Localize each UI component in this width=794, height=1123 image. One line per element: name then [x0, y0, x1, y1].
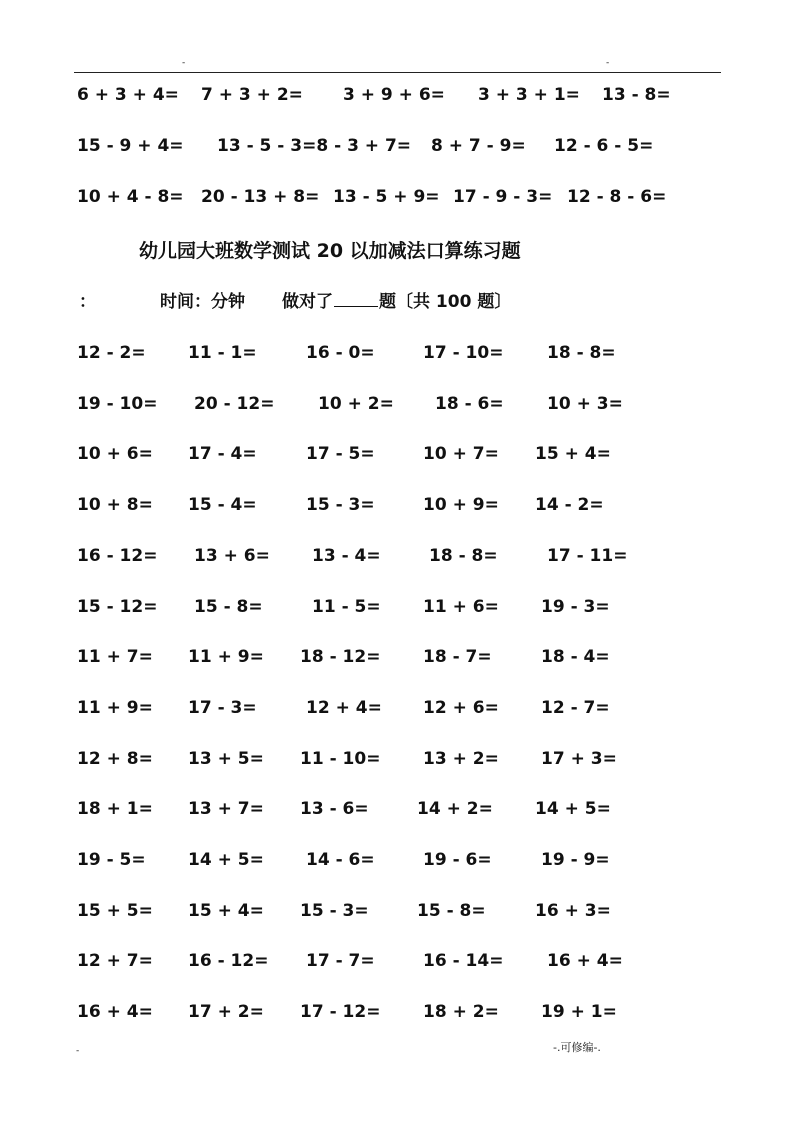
problem-cell: 10 + 7= — [423, 444, 499, 465]
problem-cell: 15 + 5= — [77, 900, 153, 921]
problem-cell: 19 - 6= — [423, 850, 492, 870]
problem-cell: 16 + 4= — [77, 1002, 153, 1023]
problem-cell: 18 - 8= — [547, 343, 616, 363]
problem-cell: 13 - 8= — [602, 85, 671, 105]
problem-cell: 18 + 1= — [77, 799, 153, 820]
header-rule — [74, 72, 721, 73]
problem-cell: 20 - 13 + 8= — [201, 187, 320, 207]
problem-cell: 16 + 4= — [547, 951, 623, 972]
worksheet-title: 幼儿园大班数学测试 20 以加减法口算练习题 — [139, 240, 521, 262]
problem-cell: 6 + 3 + 4= — [77, 85, 179, 105]
problem-cell: 10 + 4 - 8= — [77, 187, 184, 207]
problem-cell: 19 - 5= — [77, 850, 146, 870]
problem-cell: 11 + 7= — [77, 647, 153, 668]
problem-cell: 12 - 7= — [541, 697, 610, 718]
problem-cell: 12 - 2= — [77, 343, 146, 363]
problem-cell: 14 - 2= — [535, 495, 604, 516]
problem-cell: 17 - 12= — [300, 1002, 381, 1023]
footer-mark-right: -.可修编-. — [553, 1041, 601, 1054]
problem-cell: 20 - 12= — [194, 393, 275, 414]
problem-cell: 8 + 7 - 9= — [431, 136, 526, 156]
problem-cell: 13 + 5= — [188, 748, 264, 769]
problem-cell: 15 - 3= — [300, 900, 369, 921]
problem-cell: 17 + 3= — [541, 748, 617, 769]
problem-cell: 18 - 7= — [423, 647, 492, 668]
score-suffix: 题〔共 100 题〕 — [379, 292, 512, 312]
problem-cell: 17 - 3= — [188, 697, 257, 718]
problem-cell: 17 - 10= — [423, 343, 504, 363]
problem-cell: 15 - 8= — [194, 596, 263, 617]
problem-cell: 19 + 1= — [541, 1002, 617, 1023]
problem-cell: 15 - 9 + 4= — [77, 136, 184, 156]
problem-cell: 16 + 3= — [535, 900, 611, 921]
problem-cell: 15 - 4= — [188, 495, 257, 516]
problem-cell: 12 - 8 - 6= — [567, 187, 667, 207]
problem-cell: 16 - 0= — [306, 343, 375, 363]
problem-cell: 13 - 6= — [300, 799, 369, 820]
score-blank — [334, 290, 378, 307]
problem-cell: 15 - 12= — [77, 596, 158, 617]
problem-cell: 14 - 6= — [306, 850, 375, 870]
problem-cell: 12 - 6 - 5= — [554, 136, 654, 156]
problem-cell: 18 - 6= — [435, 393, 504, 414]
problem-cell: 3 + 9 + 6= — [343, 85, 445, 105]
problem-cell: 17 - 11= — [547, 545, 628, 566]
problem-cell: 19 - 9= — [541, 850, 610, 870]
problem-cell: 16 - 14= — [423, 951, 504, 972]
header-mark-left: - — [182, 58, 186, 68]
problem-cell: 14 + 5= — [188, 850, 264, 870]
problem-cell: 15 - 3= — [306, 495, 375, 516]
footer-mark-left: - — [76, 1046, 80, 1056]
problem-cell: 3 + 3 + 1= — [478, 85, 580, 105]
score-line — [282, 290, 511, 314]
problem-cell: 12 + 7= — [77, 951, 153, 972]
problem-cell: 18 - 4= — [541, 647, 610, 668]
time-label: 时间：分钟 — [160, 292, 245, 312]
problem-cell: 13 + 6= — [194, 545, 270, 566]
problem-cell: 13 + 7= — [188, 799, 264, 820]
problem-cell: 10 + 8= — [77, 495, 153, 516]
problem-cell: 17 + 2= — [188, 1002, 264, 1023]
problem-cell: 15 + 4= — [535, 444, 611, 465]
problem-cell: 11 - 1= — [188, 343, 257, 363]
problem-cell: 19 - 3= — [541, 596, 610, 617]
problem-cell: 7 + 3 + 2= — [201, 85, 303, 105]
problem-cell: 13 - 5 - 3=8 - 3 + 7= — [217, 136, 412, 156]
info-colon: ： — [79, 292, 96, 312]
problem-cell: 11 - 10= — [300, 748, 381, 769]
problem-cell: 11 + 9= — [77, 697, 153, 718]
problem-cell: 10 + 2= — [318, 393, 394, 414]
problem-cell: 18 - 12= — [300, 647, 381, 668]
problem-cell: 18 + 2= — [423, 1002, 499, 1023]
problem-cell: 10 + 6= — [77, 444, 153, 465]
problem-cell: 15 + 4= — [188, 900, 264, 921]
problem-cell: 17 - 4= — [188, 444, 257, 465]
problem-cell: 11 - 5= — [312, 596, 381, 617]
problem-cell: 11 + 6= — [423, 596, 499, 617]
problem-cell: 14 + 2= — [417, 799, 493, 820]
header-mark-right: - — [606, 58, 610, 68]
problem-cell: 19 - 10= — [77, 393, 158, 414]
problem-cell: 12 + 4= — [306, 697, 382, 718]
problem-cell: 17 - 5= — [306, 444, 375, 465]
problem-cell: 14 + 5= — [535, 799, 611, 820]
problem-cell: 13 - 5 + 9= — [333, 187, 440, 207]
problem-cell: 16 - 12= — [77, 545, 158, 566]
problem-cell: 17 - 9 - 3= — [453, 187, 553, 207]
problem-cell: 13 + 2= — [423, 748, 499, 769]
problem-cell: 12 + 6= — [423, 697, 499, 718]
problem-cell: 15 - 8= — [417, 900, 486, 921]
problem-cell: 13 - 4= — [312, 545, 381, 566]
problem-cell: 17 - 7= — [306, 951, 375, 972]
problem-cell: 18 - 8= — [429, 545, 498, 566]
problem-cell: 10 + 3= — [547, 393, 623, 414]
problem-cell: 16 - 12= — [188, 951, 269, 972]
problem-cell: 12 + 8= — [77, 748, 153, 769]
problem-cell: 10 + 9= — [423, 495, 499, 516]
score-prefix: 做对了 — [282, 292, 333, 312]
problem-cell: 11 + 9= — [188, 647, 264, 668]
